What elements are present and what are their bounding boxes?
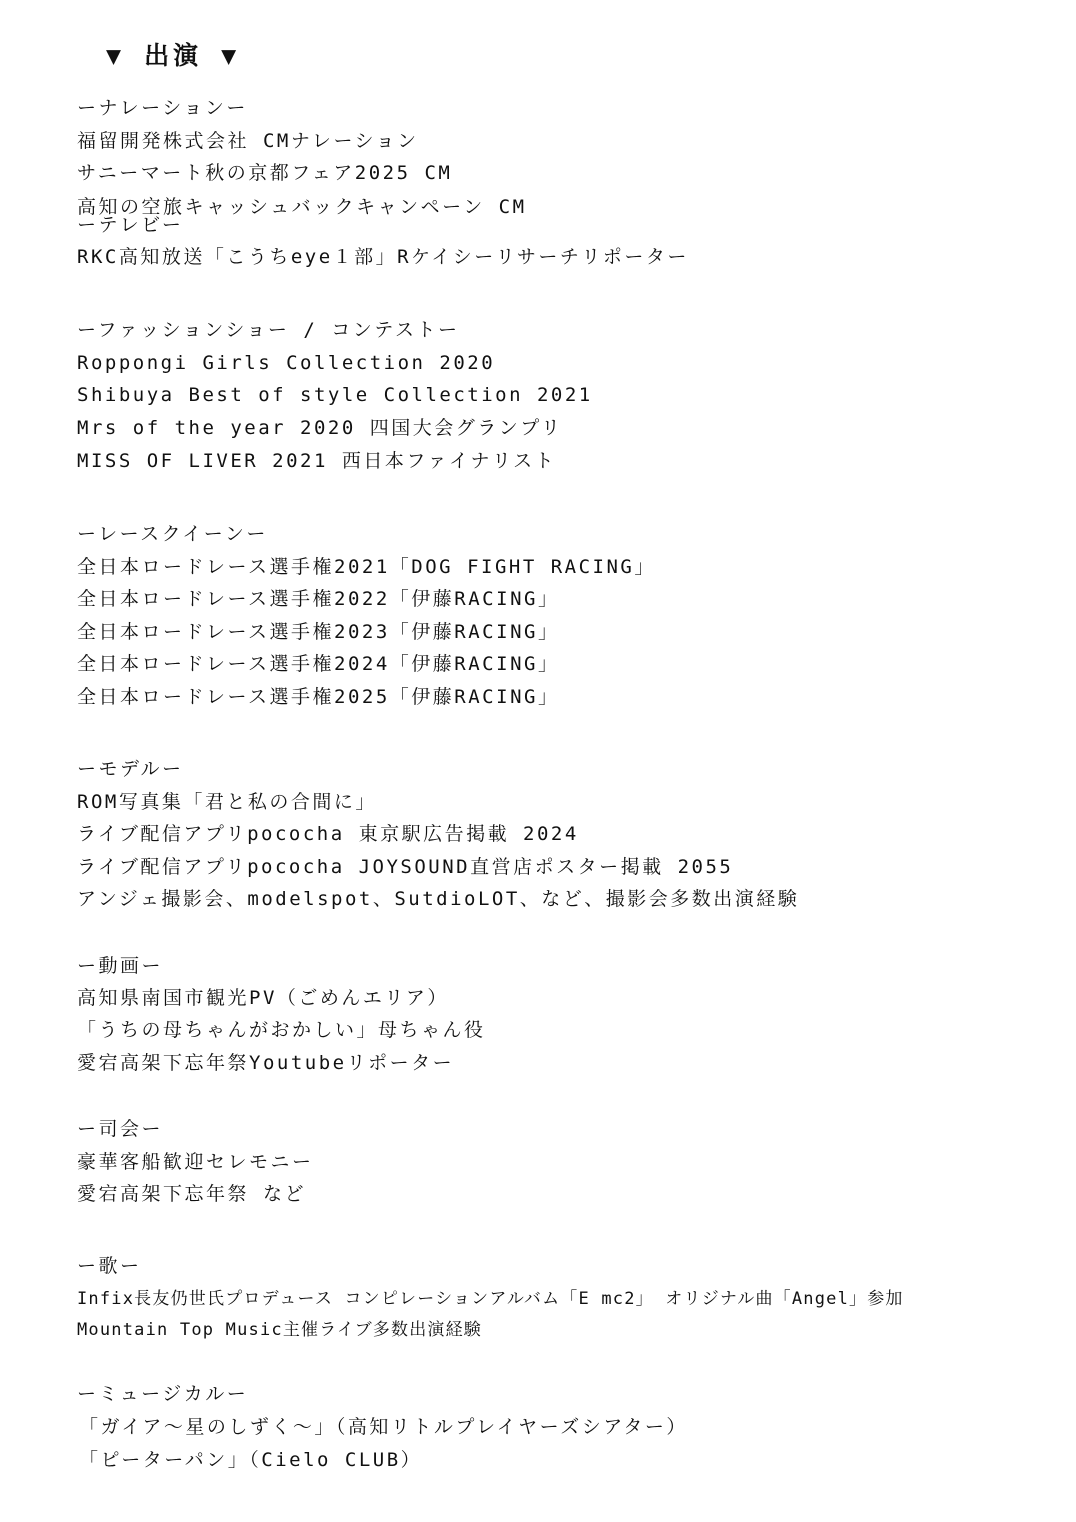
list-item: 「ピーターパン」（Cielo CLUB） bbox=[79, 1449, 423, 1471]
list-item: MISS OF LIVER 2021 西日本ファイナリスト bbox=[77, 450, 557, 472]
list-item: 全日本ロードレース選手権2023「伊藤RACING」 bbox=[77, 621, 560, 643]
list-item: Roppongi Girls Collection 2020 bbox=[77, 352, 496, 374]
list-item: 全日本ロードレース選手権2022「伊藤RACING」 bbox=[77, 588, 560, 610]
list-item: サニーマート秋の京都フェア2025 CM bbox=[77, 162, 453, 184]
list-item: ライブ配信アプリpococha JOYSOUND直営店ポスター掲載 2055 bbox=[77, 856, 734, 878]
list-item: Infix長友仍世氏プロデュース コンピレーションアルバム「E mc2」 オリジナル曲「Angel」参加 bbox=[77, 1289, 904, 1309]
heading-narration: ーナレーションー bbox=[77, 97, 248, 119]
list-item: 豪華客船歓迎セレモニー bbox=[77, 1151, 314, 1173]
list-item: Mrs of the year 2020 四国大会グランプリ bbox=[77, 417, 563, 439]
list-item: 「ガイア～星のしずく～」（高知リトルプレイヤーズシアター） bbox=[79, 1416, 688, 1438]
list-item: 全日本ロードレース選手権2025「伊藤RACING」 bbox=[77, 686, 560, 708]
list-item: 高知県南国市観光PV（ごめんエリア） bbox=[77, 987, 449, 1009]
heading-musical: ーミュージカルー bbox=[77, 1383, 249, 1405]
list-item: RKC高知放送「こうちeye１部」Rケイシーリサーチリポーター bbox=[77, 246, 689, 268]
heading-race-queen: ーレースクイーンー bbox=[77, 523, 268, 545]
list-item: ROM写真集「君と私の合間に」 bbox=[77, 791, 377, 813]
list-item: 全日本ロードレース選手権2021「DOG FIGHT RACING」 bbox=[77, 556, 656, 578]
list-item: 愛宕高架下忘年祭 など bbox=[77, 1183, 306, 1205]
list-item: 福留開発株式会社 CMナレーション bbox=[77, 130, 419, 152]
list-item: Mountain Top Music主催ライブ多数出演経験 bbox=[77, 1320, 483, 1340]
list-item: 全日本ロードレース選手権2024「伊藤RACING」 bbox=[77, 653, 560, 675]
list-item: 愛宕高架下忘年祭Youtubeリポーター bbox=[77, 1052, 455, 1074]
list-item: 高知の空旅キャッシュバックキャンペーン CM bbox=[77, 196, 527, 218]
heading-video: ー動画ー bbox=[77, 955, 164, 977]
heading-tv: ーテレビー bbox=[77, 214, 184, 236]
section-title: ▼ 出演 ▼ bbox=[106, 41, 241, 70]
list-item: Shibuya Best of style Collection 2021 bbox=[77, 384, 593, 406]
heading-mc: ー司会ー bbox=[77, 1118, 164, 1140]
list-item: 「うちの母ちゃんがおかしい」母ちゃん役 bbox=[77, 1019, 486, 1041]
heading-song: ー歌ー bbox=[77, 1255, 142, 1277]
heading-fashion-contest: ーファッションショー / コンテストー bbox=[77, 319, 460, 341]
list-item: ライブ配信アプリpococha 東京駅広告掲載 2024 bbox=[77, 823, 579, 845]
list-item: アンジェ撮影会、modelspot、SutdioLOT、など、撮影会多数出演経験 bbox=[77, 888, 800, 910]
heading-model: ーモデルー bbox=[77, 758, 184, 780]
